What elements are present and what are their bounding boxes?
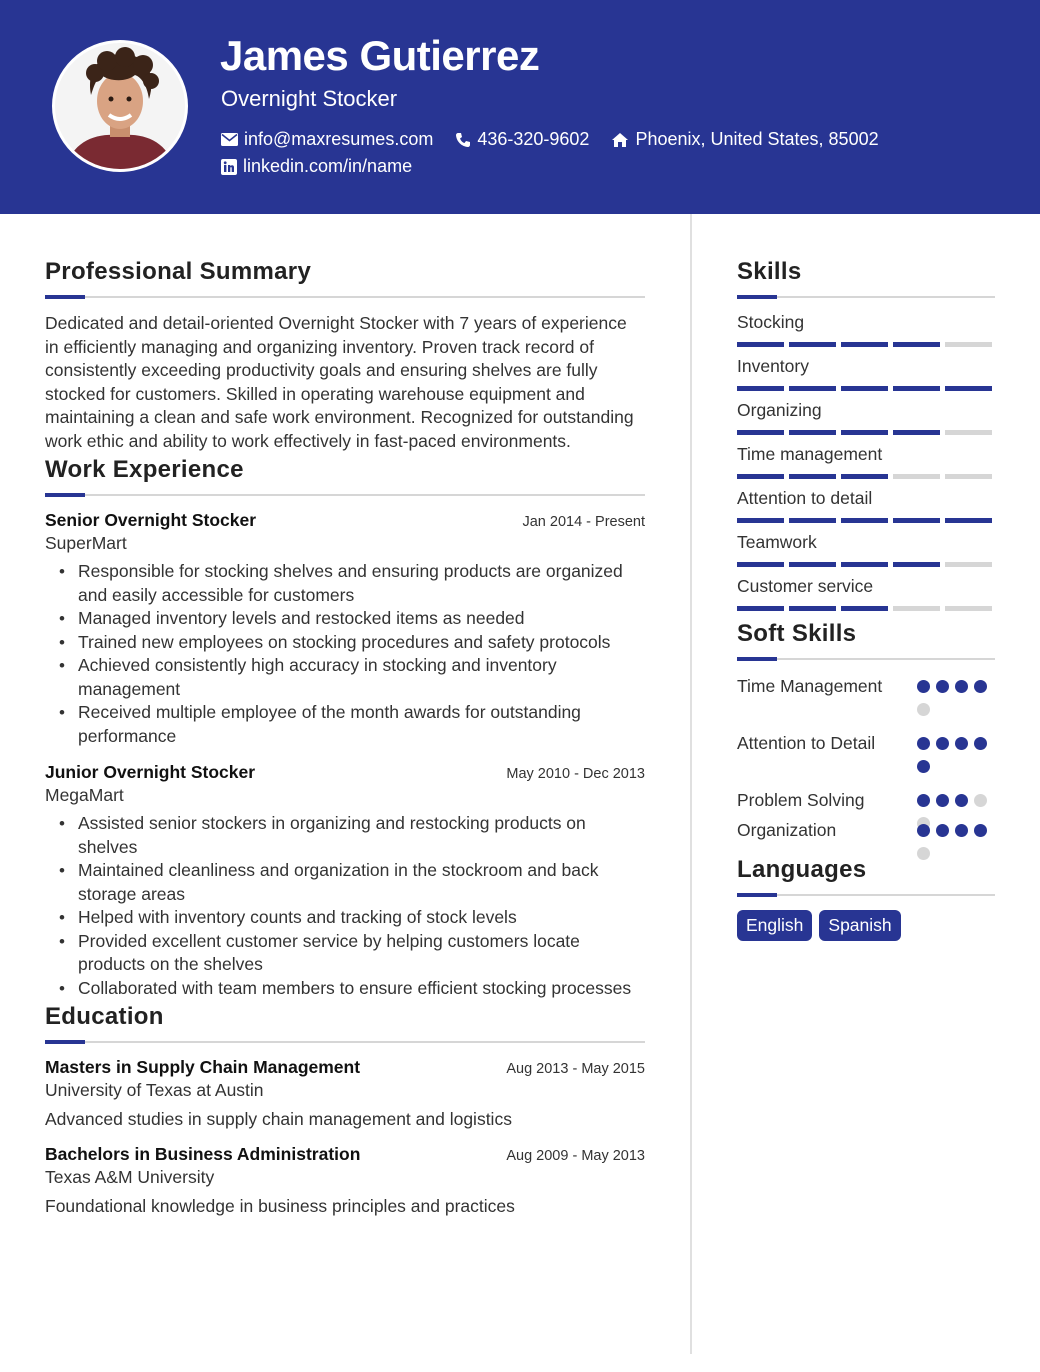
- job-entry: [45, 510, 645, 748]
- job-entry: [45, 762, 645, 1000]
- languages-list: [737, 910, 995, 941]
- phone-text: 436-320-9602: [477, 129, 590, 149]
- job-bullet: • Received multiple employee of the month awards for outstanding performance: [57, 701, 645, 748]
- section-rule: [737, 894, 995, 896]
- rating-dot: [936, 824, 949, 837]
- section-rule: [45, 296, 645, 298]
- skill-segment: [841, 474, 888, 479]
- language-tag: English: [737, 910, 812, 941]
- rating-dot: [917, 737, 930, 750]
- email-text: info@maxresumes.com: [244, 129, 434, 149]
- language-tag: Spanish: [819, 910, 900, 941]
- rating-dot: [917, 703, 930, 716]
- job-bullet: • Helped with inventory counts and tracking of stock levels: [57, 906, 645, 930]
- job-bullet: • Responsible for stocking shelves and ensuring products are organized and easily accessible for customers: [57, 560, 645, 607]
- rating-dot: [917, 824, 930, 837]
- soft-skill-dots: [917, 674, 995, 726]
- rating-dot: [955, 794, 968, 807]
- skill-segment: [737, 430, 784, 435]
- skill-segment: [945, 386, 992, 391]
- skill-level-bar: [737, 342, 995, 347]
- skill-label: Customer service: [737, 576, 874, 596]
- skill-segment: [945, 518, 992, 523]
- skills-section: [737, 258, 995, 611]
- job-title: Senior Overnight Stocker: [45, 510, 257, 530]
- skill-segment: [893, 342, 940, 347]
- education-date: Aug 2013 - May 2015: [506, 1061, 645, 1077]
- rating-dot: [955, 824, 968, 837]
- skill-segment: [893, 474, 940, 479]
- degree-title: Bachelors in Business Administration: [45, 1144, 361, 1164]
- skill-level-bar: [737, 518, 995, 523]
- skill-segment: [893, 518, 940, 523]
- rating-dot: [974, 737, 987, 750]
- skill-level-bar: [737, 606, 995, 611]
- skill-segment: [789, 342, 836, 347]
- skill-segment: [737, 386, 784, 391]
- soft-skills-heading: Soft Skills: [737, 620, 857, 647]
- rating-dot: [974, 824, 987, 837]
- linkedin-icon: [221, 159, 237, 175]
- location-text: Phoenix, United States, 85002: [635, 129, 879, 149]
- section-rule: [737, 296, 995, 298]
- skill-segment: [789, 606, 836, 611]
- skill-level-bar: [737, 562, 995, 567]
- skill-segment: [737, 606, 784, 611]
- education-entry: [45, 1057, 645, 1130]
- linkedin-text: linkedin.com/in/name: [243, 156, 413, 176]
- skill-label: Time management: [737, 444, 883, 464]
- summary-text: Dedicated and detail-oriented Overnight Stocker with 7 years of experience in efficiently managing and organizing inventory. Proven track record of consistently exceeding productivity goals and ensuring shelves are fully stocked for customers. Skilled in operating warehouse equipment and maintaining a clean and safe work environment. Recognized for outstanding work ethic and ability to work effectively in fast-paced environments.: [45, 313, 634, 451]
- degree-title: Masters in Supply Chain Management: [45, 1057, 361, 1077]
- job-date: May 2010 - Dec 2013: [506, 766, 645, 782]
- contact-phone[interactable]: [455, 129, 589, 150]
- avatar: [52, 40, 188, 172]
- job-title: Junior Overnight Stocker: [45, 762, 256, 782]
- skill-segment: [789, 518, 836, 523]
- candidate-name: James Gutierrez: [220, 32, 540, 79]
- skill-segment: [945, 562, 992, 567]
- job-bullet: • Assisted senior stockers in organizing and restocking products on shelves: [57, 812, 645, 859]
- contact-email[interactable]: [221, 129, 433, 150]
- rating-dot: [955, 680, 968, 693]
- skill-segment: [737, 518, 784, 523]
- job-company: SuperMart: [45, 533, 127, 553]
- soft-skill-row: [737, 731, 995, 783]
- contact-row-2: [221, 156, 434, 177]
- education-desc: Advanced studies in supply chain management and logistics: [45, 1109, 512, 1129]
- skill-label: Teamwork: [737, 532, 817, 552]
- job-bullet: • Collaborated with team members to ensure efficient stocking processes: [57, 977, 645, 1001]
- skill-segment: [945, 474, 992, 479]
- soft-skill-dots: [917, 731, 995, 783]
- section-rule: [45, 494, 645, 496]
- rating-dot: [917, 794, 930, 807]
- main-column: [45, 258, 645, 1217]
- rating-dot: [936, 737, 949, 750]
- job-bullets: [57, 560, 645, 748]
- skill-level-bar: [737, 386, 995, 391]
- skill-segment: [841, 518, 888, 523]
- skill-segment: [841, 562, 888, 567]
- rating-dot: [917, 847, 930, 860]
- skill-label: Organizing: [737, 400, 822, 420]
- skill-segment: [893, 606, 940, 611]
- languages-section: [737, 856, 995, 941]
- skill-segment: [945, 342, 992, 347]
- education-entry: [45, 1144, 645, 1217]
- skill-level-bar: [737, 430, 995, 435]
- skill-segment: [893, 430, 940, 435]
- resume-header: [0, 0, 1040, 214]
- job-date: Jan 2014 - Present: [522, 514, 645, 530]
- rating-dot: [955, 737, 968, 750]
- skill-segment: [789, 386, 836, 391]
- rating-dot: [936, 680, 949, 693]
- job-company: MegaMart: [45, 785, 124, 805]
- summary-section: [45, 258, 645, 453]
- skill-segment: [841, 606, 888, 611]
- rating-dot: [974, 794, 987, 807]
- section-rule: [737, 658, 995, 660]
- school-name: Texas A&M University: [45, 1167, 215, 1187]
- rating-dot: [936, 794, 949, 807]
- education-heading: Education: [45, 1003, 164, 1030]
- soft-skill-dots: [917, 788, 995, 818]
- candidate-title: Overnight Stocker: [221, 86, 398, 111]
- skill-segment: [841, 342, 888, 347]
- experience-heading: Work Experience: [45, 456, 244, 483]
- contact-linkedin[interactable]: [221, 156, 412, 177]
- skill-segment: [737, 342, 784, 347]
- skills-list: [737, 312, 995, 611]
- skill-level-bar: [737, 474, 995, 479]
- contact-row: [221, 129, 901, 150]
- skill-segment: [945, 430, 992, 435]
- column-divider: [690, 214, 692, 1354]
- rating-dot: [917, 760, 930, 773]
- side-column: [737, 258, 995, 941]
- skill-label: Inventory: [737, 356, 809, 376]
- skill-label: Attention to detail: [737, 488, 873, 508]
- soft-skill-label: Attention to Detail: [737, 733, 876, 753]
- section-rule: [45, 1041, 645, 1043]
- education-desc: Foundational knowledge in business principles and practices: [45, 1196, 515, 1216]
- languages-heading: Languages: [737, 856, 867, 883]
- skill-segment: [789, 430, 836, 435]
- education-section: [45, 1003, 645, 1217]
- skill-segment: [737, 474, 784, 479]
- job-bullet: • Trained new employees on stocking procedures and safety protocols: [57, 631, 645, 655]
- job-bullet: • Maintained cleanliness and organization in the stockroom and back storage areas: [57, 859, 645, 906]
- skill-segment: [789, 474, 836, 479]
- job-bullets: [57, 812, 645, 1000]
- home-icon: [611, 132, 629, 148]
- soft-skill-label: Organization: [737, 820, 837, 840]
- rating-dot: [917, 680, 930, 693]
- phone-icon: [455, 132, 471, 148]
- job-bullet: • Provided excellent customer service by helping customers locate products on the shelves: [57, 930, 645, 977]
- soft-skill-dots: [917, 818, 995, 858]
- job-bullet: • Managed inventory levels and restocked items as needed: [57, 607, 645, 631]
- rating-dot: [974, 680, 987, 693]
- skill-segment: [893, 386, 940, 391]
- skill-segment: [841, 430, 888, 435]
- contact-location: [611, 129, 878, 150]
- soft-skill-row: [737, 818, 995, 858]
- education-date: Aug 2009 - May 2013: [506, 1148, 645, 1164]
- soft-skill-row: [737, 788, 995, 818]
- soft-skill-label: Problem Solving: [737, 790, 865, 810]
- job-bullet: • Achieved consistently high accuracy in stocking and inventory management: [57, 654, 645, 701]
- soft-skill-label: Time Management: [737, 676, 883, 696]
- soft-skills-list: [737, 674, 995, 858]
- skill-segment: [737, 562, 784, 567]
- experience-section: [45, 456, 645, 1000]
- skill-segment: [841, 386, 888, 391]
- skills-heading: Skills: [737, 258, 802, 285]
- envelope-icon: [221, 133, 238, 146]
- skill-segment: [893, 562, 940, 567]
- soft-skill-row: [737, 674, 995, 726]
- summary-heading: Professional Summary: [45, 258, 312, 285]
- skill-label: Stocking: [737, 312, 805, 332]
- school-name: University of Texas at Austin: [45, 1080, 264, 1100]
- soft-skills-section: [737, 620, 995, 858]
- skill-segment: [789, 562, 836, 567]
- skill-segment: [945, 606, 992, 611]
